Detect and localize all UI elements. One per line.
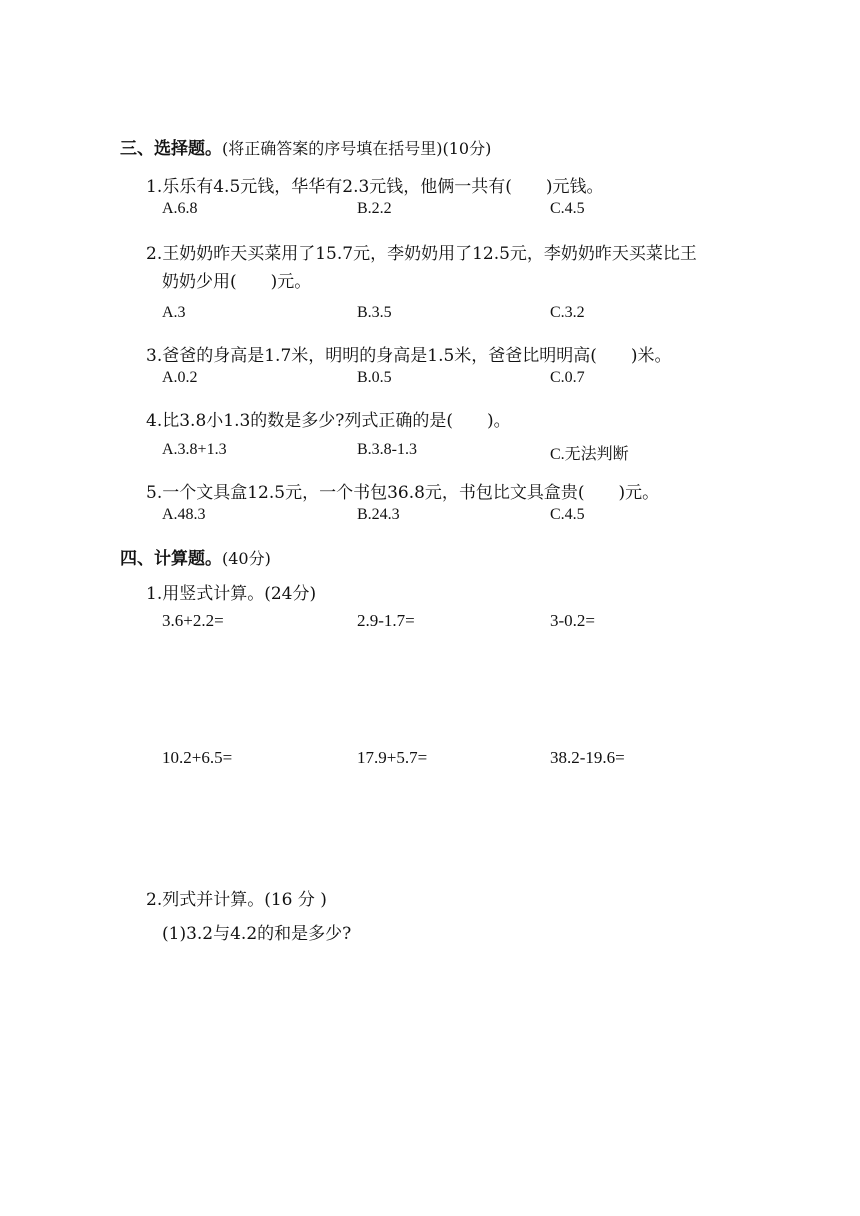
calc-5: 17.9+5.7= — [357, 748, 428, 767]
q5-option-c: C.4.5 — [550, 506, 585, 523]
calc-1: 3.6+2.2= — [162, 611, 224, 630]
section4-title: 四、计算题。 — [120, 549, 222, 569]
question-3: 3.爸爸的身高是1.7米，明明的身高是1.5米，爸爸比明明高( )米。 — [146, 346, 672, 366]
section3-note: (将正确答案的序号填在括号里)(10分) — [222, 139, 492, 158]
calc-3: 3-0.2= — [550, 611, 595, 630]
q5-option-b: B.24.3 — [357, 506, 400, 523]
q2-option-a: A.3 — [162, 304, 186, 321]
q3-option-a: A.0.2 — [162, 369, 198, 386]
q5-option-a: A.48.3 — [162, 506, 206, 523]
section4-heading — [120, 544, 271, 569]
q4-option-b: B.3.8-1.3 — [357, 441, 417, 458]
question-2-line2: 奶奶少用( )元。 — [162, 272, 312, 292]
part2-label: 2.列式并计算。(16 分 ) — [146, 890, 327, 910]
q4-option-c: C.无法判断 — [550, 446, 629, 463]
q4-option-a: A.3.8+1.3 — [162, 441, 227, 458]
section3-title: 三、选择题。 — [120, 139, 222, 159]
question-2-line1: 2.王奶奶昨天买菜用了15.7元，李奶奶用了12.5元，李奶奶昨天买菜比王 — [146, 244, 697, 264]
calc-2: 2.9-1.7= — [357, 611, 415, 630]
q1-option-c: C.4.5 — [550, 200, 585, 217]
question-1: 1.乐乐有4.5元钱，华华有2.3元钱，他俩一共有( )元钱。 — [146, 177, 604, 197]
question-4: 4.比3.8小1.3的数是多少?列式正确的是( )。 — [146, 411, 511, 431]
q3-option-c: C.0.7 — [550, 369, 585, 386]
calc-4: 10.2+6.5= — [162, 748, 233, 767]
q1-option-a: A.6.8 — [162, 200, 198, 217]
q1-option-b: B.2.2 — [357, 200, 392, 217]
q2-option-c: C.3.2 — [550, 304, 585, 321]
part2-item-1: (1)3.2与4.2的和是多少? — [162, 924, 352, 944]
section4-note: (40分) — [222, 549, 271, 568]
q3-option-b: B.0.5 — [357, 369, 392, 386]
q2-option-b: B.3.5 — [357, 304, 392, 321]
calc-6: 38.2-19.6= — [550, 748, 625, 767]
section3-heading — [120, 134, 491, 159]
question-5: 5.一个文具盒12.5元，一个书包36.8元，书包比文具盒贵( )元。 — [146, 483, 660, 503]
part1-label: 1.用竖式计算。(24分) — [146, 584, 317, 604]
